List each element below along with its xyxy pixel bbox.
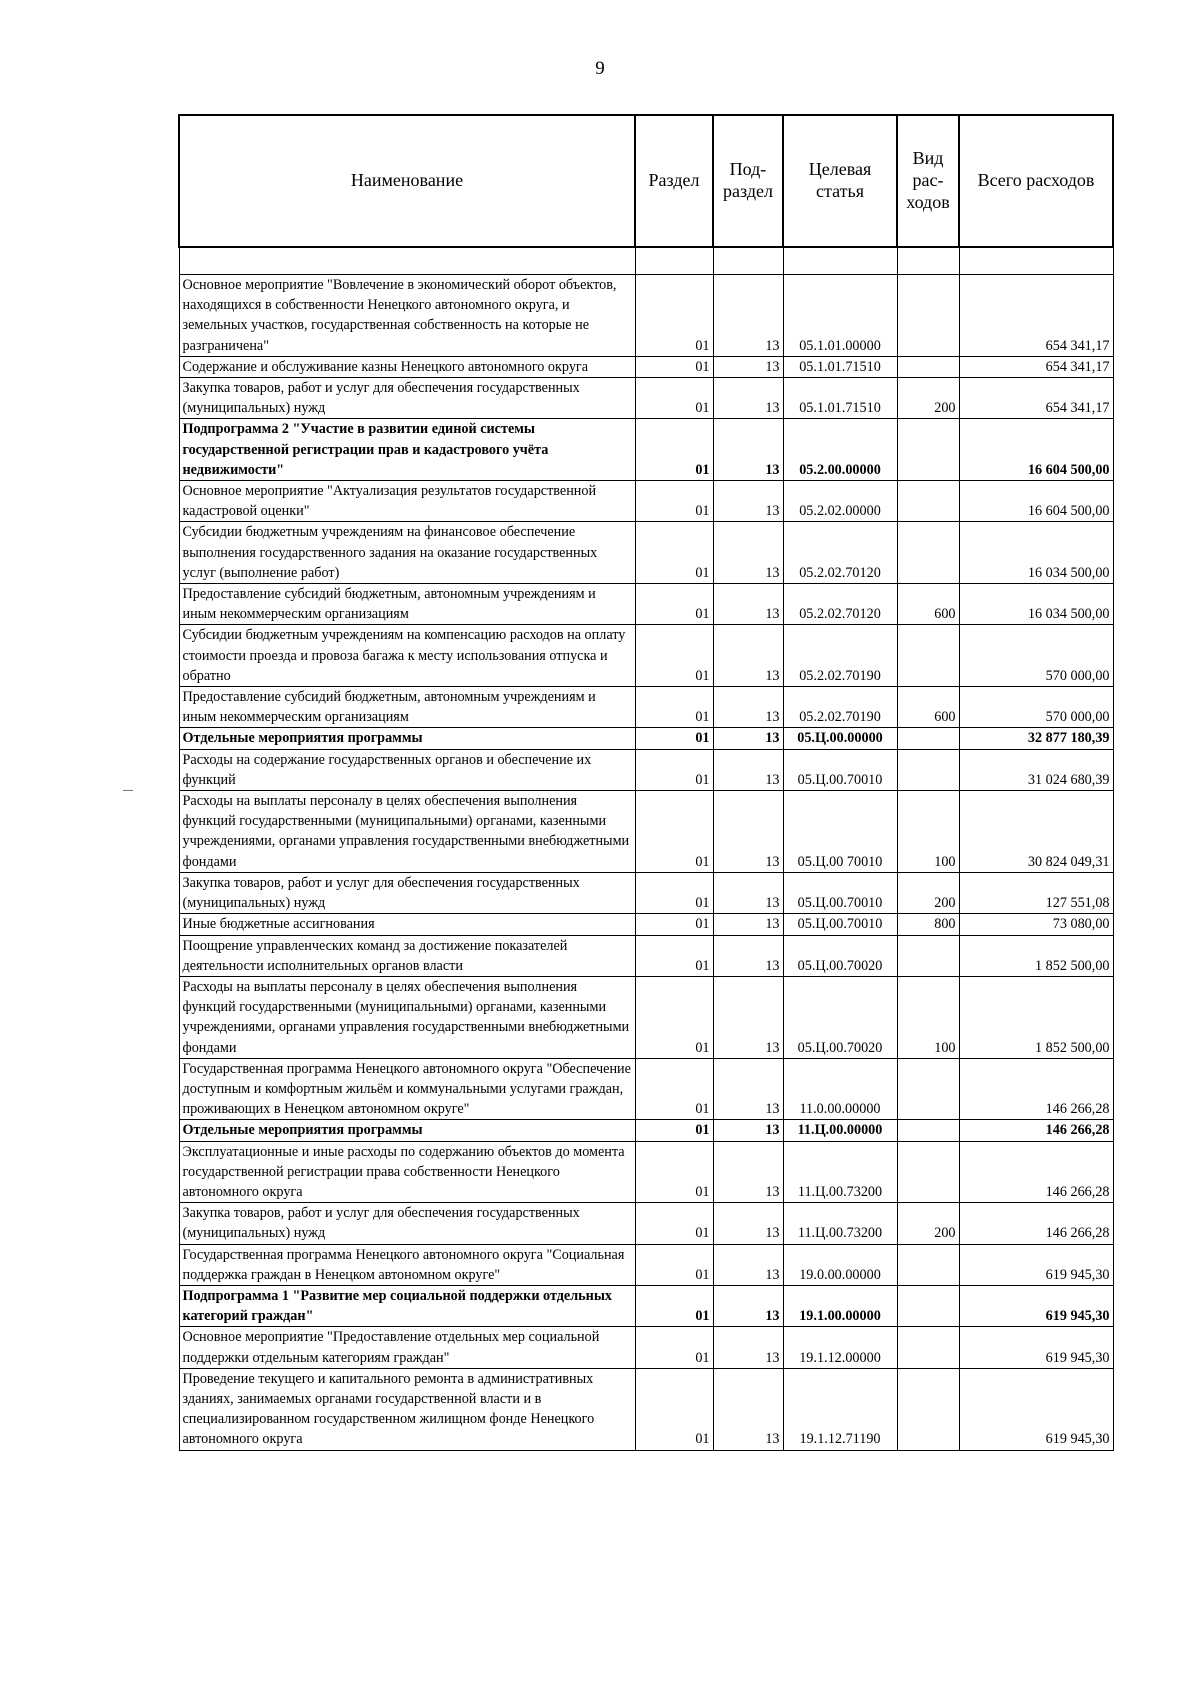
cell-subsection: 13 — [713, 419, 783, 481]
cell-section: 01 — [635, 1120, 713, 1141]
cell-subsection: 13 — [713, 1327, 783, 1368]
cell-name: Отдельные мероприятия программы — [179, 728, 635, 749]
cell-section: 01 — [635, 914, 713, 935]
cell-subsection: 13 — [713, 275, 783, 357]
cell-expense-type — [897, 356, 959, 377]
cell-name: Предоставление субсидий бюджетным, автономным учреждениям и иным некоммерческим организациям — [179, 584, 635, 625]
table-row — [179, 749, 1113, 790]
table-row — [179, 872, 1113, 913]
cell-section: 01 — [635, 1285, 713, 1326]
cell-total: 570 000,00 — [959, 625, 1113, 687]
cell-name: Поощрение управленческих команд за достижение показателей деятельности исполнительных органов власти — [179, 935, 635, 976]
cell-section: 01 — [635, 749, 713, 790]
cell-total: 127 551,08 — [959, 872, 1113, 913]
cell-target: 19.1.12.00000 — [783, 1327, 897, 1368]
cell-expense-type — [897, 1244, 959, 1285]
cell-subsection: 13 — [713, 1244, 783, 1285]
cell-subsection: 13 — [713, 1203, 783, 1244]
cell-name: Расходы на выплаты персоналу в целях обеспечения выполнения функций государственными (муниципальными) органами, казенными учреждениями, органами управления государственными внебюджетными фондами — [179, 976, 635, 1058]
cell-subsection: 13 — [713, 1120, 783, 1141]
cell-section: 01 — [635, 976, 713, 1058]
cell-expense-type — [897, 481, 959, 522]
cell-subsection: 13 — [713, 1141, 783, 1203]
table-row — [179, 791, 1113, 873]
cell-name: Предоставление субсидий бюджетным, автономным учреждениям и иным некоммерческим организациям — [179, 687, 635, 728]
cell-target: 05.Ц.00.70020 — [783, 935, 897, 976]
cell-total: 654 341,17 — [959, 356, 1113, 377]
cell-name: Расходы на выплаты персоналу в целях обеспечения выполнения функций государственными (муниципальными) органами, казенными учреждениями, органами управления государственными внебюджетными фондами — [179, 791, 635, 873]
cell-name: Государственная программа Ненецкого автономного округа "Обеспечение доступным и комфортным жильём и коммунальными услугами граждан, проживающих в Ненецком автономном округе" — [179, 1058, 635, 1120]
cell-name: Закупка товаров, работ и услуг для обеспечения государственных (муниципальных) нужд — [179, 378, 635, 419]
table-row — [179, 625, 1113, 687]
cell-expense-type — [897, 625, 959, 687]
spacer-cell — [635, 247, 713, 275]
cell-total: 16 604 500,00 — [959, 419, 1113, 481]
cell-target: 05.Ц.00.70010 — [783, 914, 897, 935]
cell-total: 146 266,28 — [959, 1120, 1113, 1141]
cell-name: Подпрограмма 2 "Участие в развитии единой системы государственной регистрации прав и кадастрового учёта недвижимости" — [179, 419, 635, 481]
cell-name: Проведение текущего и капитального ремонта в административных зданиях, занимаемых органами государственной власти и в специализированном государственном жилищном фонде Ненецкого автономного округа — [179, 1368, 635, 1450]
cell-name: Основное мероприятие "Вовлечение в экономический оборот объектов, находящихся в собственности Ненецкого автономного округа, и земельных участков, государственная собственность на которые не разграничена" — [179, 275, 635, 357]
cell-expense-type — [897, 1120, 959, 1141]
cell-section: 01 — [635, 522, 713, 584]
cell-subsection: 13 — [713, 872, 783, 913]
table-row — [179, 728, 1113, 749]
cell-expense-type — [897, 1368, 959, 1450]
table-row — [179, 1368, 1113, 1450]
cell-name: Иные бюджетные ассигнования — [179, 914, 635, 935]
cell-total: 619 945,30 — [959, 1327, 1113, 1368]
cell-subsection: 13 — [713, 378, 783, 419]
cell-target: 05.Ц.00.70010 — [783, 749, 897, 790]
cell-total: 73 080,00 — [959, 914, 1113, 935]
cell-expense-type: 800 — [897, 914, 959, 935]
cell-expense-type — [897, 728, 959, 749]
cell-subsection: 13 — [713, 625, 783, 687]
table-row — [179, 356, 1113, 377]
cell-expense-type — [897, 522, 959, 584]
table-row — [179, 687, 1113, 728]
table-row — [179, 584, 1113, 625]
table-row — [179, 1203, 1113, 1244]
cell-target: 19.0.00.00000 — [783, 1244, 897, 1285]
cell-target: 05.2.02.70120 — [783, 584, 897, 625]
cell-section: 01 — [635, 1244, 713, 1285]
cell-total: 146 266,28 — [959, 1058, 1113, 1120]
header-name: Наименование — [179, 115, 635, 247]
cell-name: Государственная программа Ненецкого автономного округа "Социальная поддержка граждан в Ненецком автономном округе" — [179, 1244, 635, 1285]
cell-target: 11.Ц.00.73200 — [783, 1141, 897, 1203]
table-row — [179, 1327, 1113, 1368]
spacer-cell — [897, 247, 959, 275]
cell-expense-type: 200 — [897, 378, 959, 419]
cell-total: 570 000,00 — [959, 687, 1113, 728]
cell-total: 32 877 180,39 — [959, 728, 1113, 749]
table-row — [179, 976, 1113, 1058]
header-target: Целевая статья — [783, 115, 897, 247]
cell-target: 05.2.02.00000 — [783, 481, 897, 522]
cell-total: 1 852 500,00 — [959, 976, 1113, 1058]
cell-subsection: 13 — [713, 356, 783, 377]
table-row — [179, 1285, 1113, 1326]
cell-section: 01 — [635, 872, 713, 913]
cell-name: Содержание и обслуживание казны Ненецкого автономного округа — [179, 356, 635, 377]
cell-subsection: 13 — [713, 1368, 783, 1450]
cell-section: 01 — [635, 378, 713, 419]
cell-section: 01 — [635, 1141, 713, 1203]
cell-target: 05.2.02.70120 — [783, 522, 897, 584]
cell-expense-type — [897, 1141, 959, 1203]
cell-subsection: 13 — [713, 935, 783, 976]
table-row — [179, 1120, 1113, 1141]
cell-expense-type: 200 — [897, 872, 959, 913]
table-row — [179, 419, 1113, 481]
cell-target: 05.2.00.00000 — [783, 419, 897, 481]
table-row — [179, 522, 1113, 584]
cell-expense-type — [897, 419, 959, 481]
cell-name: Закупка товаров, работ и услуг для обеспечения государственных (муниципальных) нужд — [179, 872, 635, 913]
table-row — [179, 935, 1113, 976]
cell-section: 01 — [635, 1203, 713, 1244]
cell-expense-type — [897, 749, 959, 790]
table-body — [179, 247, 1113, 1450]
cell-section: 01 — [635, 584, 713, 625]
cell-total: 619 945,30 — [959, 1368, 1113, 1450]
page-number: 9 — [595, 58, 605, 79]
cell-total: 31 024 680,39 — [959, 749, 1113, 790]
cell-subsection: 13 — [713, 914, 783, 935]
cell-total: 16 604 500,00 — [959, 481, 1113, 522]
cell-target: 05.Ц.00.70020 — [783, 976, 897, 1058]
cell-section: 01 — [635, 791, 713, 873]
header-expense-type: Вид рас- ходов — [897, 115, 959, 247]
cell-total: 30 824 049,31 — [959, 791, 1113, 873]
cell-subsection: 13 — [713, 522, 783, 584]
cell-target: 11.0.00.00000 — [783, 1058, 897, 1120]
cell-expense-type — [897, 935, 959, 976]
table-row — [179, 1141, 1113, 1203]
cell-section: 01 — [635, 1058, 713, 1120]
cell-expense-type — [897, 1058, 959, 1120]
cell-target: 05.Ц.00.00000 — [783, 728, 897, 749]
cell-name: Расходы на содержание государственных органов и обеспечение их функций — [179, 749, 635, 790]
cell-subsection: 13 — [713, 749, 783, 790]
header-section: Раздел — [635, 115, 713, 247]
cell-section: 01 — [635, 1327, 713, 1368]
cell-expense-type — [897, 1285, 959, 1326]
table-row — [179, 914, 1113, 935]
cell-section: 01 — [635, 419, 713, 481]
table-row — [179, 1058, 1113, 1120]
cell-section: 01 — [635, 1368, 713, 1450]
cell-section: 01 — [635, 275, 713, 357]
cell-name: Подпрограмма 1 "Развитие мер социальной поддержки отдельных категорий граждан" — [179, 1285, 635, 1326]
cell-total: 146 266,28 — [959, 1141, 1113, 1203]
cell-total: 654 341,17 — [959, 275, 1113, 357]
table-row — [179, 275, 1113, 357]
cell-subsection: 13 — [713, 481, 783, 522]
cell-expense-type: 600 — [897, 584, 959, 625]
cell-subsection: 13 — [713, 728, 783, 749]
cell-name: Субсидии бюджетным учреждениям на компенсацию расходов на оплату стоимости проезда и провоза багажа к месту использования отпуска и обратно — [179, 625, 635, 687]
spacer-cell — [713, 247, 783, 275]
cell-expense-type — [897, 1327, 959, 1368]
cell-total: 146 266,28 — [959, 1203, 1113, 1244]
cell-name: Эксплуатационные и иные расходы по содержанию объектов до момента государственной регистрации права собственности Ненецкого автономного округа — [179, 1141, 635, 1203]
cell-section: 01 — [635, 481, 713, 522]
cell-name: Субсидии бюджетным учреждениям на финансовое обеспечение выполнения государственного задания на оказание государственных услуг (выполнение работ) — [179, 522, 635, 584]
cell-expense-type: 200 — [897, 1203, 959, 1244]
cell-target: 05.2.02.70190 — [783, 625, 897, 687]
cell-subsection: 13 — [713, 1058, 783, 1120]
spacer-cell — [179, 247, 635, 275]
header-subsection: Под- раздел — [713, 115, 783, 247]
cell-section: 01 — [635, 356, 713, 377]
cell-section: 01 — [635, 728, 713, 749]
table-header-row — [179, 115, 1113, 247]
cell-name: Основное мероприятие "Актуализация результатов государственной кадастровой оценки" — [179, 481, 635, 522]
cell-total: 16 034 500,00 — [959, 584, 1113, 625]
cell-subsection: 13 — [713, 1285, 783, 1326]
cell-section: 01 — [635, 935, 713, 976]
margin-mark — [123, 790, 133, 791]
cell-target: 05.Ц.00 70010 — [783, 791, 897, 873]
cell-subsection: 13 — [713, 976, 783, 1058]
cell-total: 619 945,30 — [959, 1244, 1113, 1285]
cell-subsection: 13 — [713, 791, 783, 873]
cell-name: Основное мероприятие "Предоставление отдельных мер социальной поддержки отдельным категориям граждан" — [179, 1327, 635, 1368]
cell-expense-type: 100 — [897, 791, 959, 873]
cell-section: 01 — [635, 625, 713, 687]
cell-target: 05.Ц.00.70010 — [783, 872, 897, 913]
cell-target: 11.Ц.00.73200 — [783, 1203, 897, 1244]
cell-target: 05.2.02.70190 — [783, 687, 897, 728]
spacer-cell — [783, 247, 897, 275]
table-row — [179, 1244, 1113, 1285]
cell-total: 654 341,17 — [959, 378, 1113, 419]
cell-subsection: 13 — [713, 687, 783, 728]
cell-total: 619 945,30 — [959, 1285, 1113, 1326]
header-total: Всего расходов — [959, 115, 1113, 247]
cell-expense-type: 600 — [897, 687, 959, 728]
cell-total: 1 852 500,00 — [959, 935, 1113, 976]
cell-section: 01 — [635, 687, 713, 728]
table-row — [179, 481, 1113, 522]
cell-target: 05.1.01.71510 — [783, 356, 897, 377]
table-spacer-row — [179, 247, 1113, 275]
budget-table — [178, 114, 1114, 1451]
cell-target: 19.1.12.71190 — [783, 1368, 897, 1450]
spacer-cell — [959, 247, 1113, 275]
cell-expense-type: 100 — [897, 976, 959, 1058]
cell-subsection: 13 — [713, 584, 783, 625]
cell-total: 16 034 500,00 — [959, 522, 1113, 584]
cell-name: Закупка товаров, работ и услуг для обеспечения государственных (муниципальных) нужд — [179, 1203, 635, 1244]
table-row — [179, 378, 1113, 419]
cell-name: Отдельные мероприятия программы — [179, 1120, 635, 1141]
cell-target: 05.1.01.00000 — [783, 275, 897, 357]
cell-expense-type — [897, 275, 959, 357]
cell-target: 05.1.01.71510 — [783, 378, 897, 419]
cell-target: 19.1.00.00000 — [783, 1285, 897, 1326]
cell-target: 11.Ц.00.00000 — [783, 1120, 897, 1141]
